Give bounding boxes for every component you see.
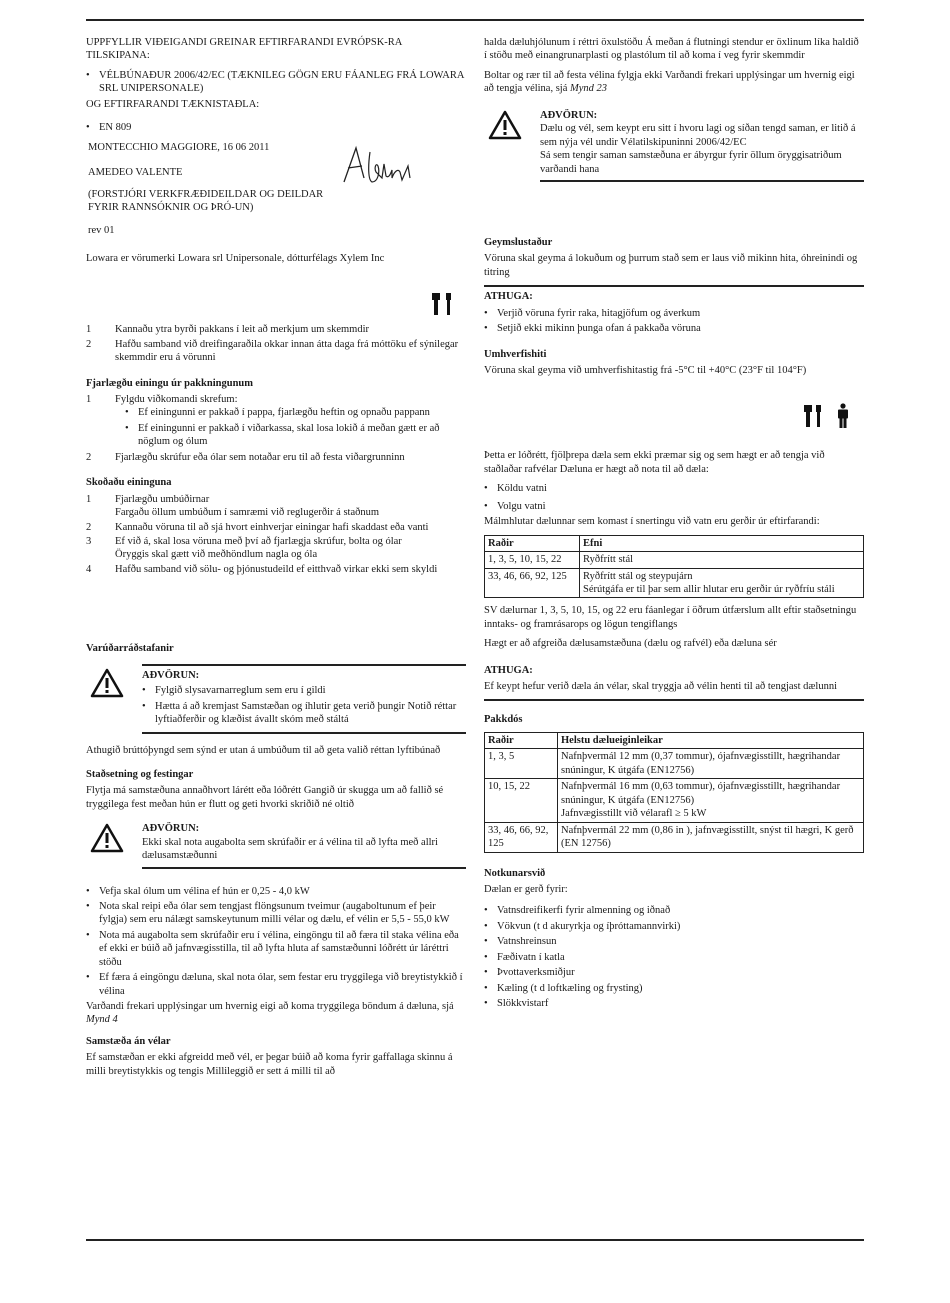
note-box — [484, 285, 864, 335]
standards-list — [86, 121, 466, 134]
list-item: • Slökkvistarf — [484, 997, 864, 1010]
unpack-sublist — [125, 406, 466, 448]
list-item: • Nota má augabolta sem skrúfaðir eru í vélina, eingöngu til að færa til staka vélina eða ef ekki er búið að jafnvægisstilla, til að lyfta hluta af samstæðunni lóðrétt úr láréttri stöðu — [86, 929, 466, 969]
applications-title: Notkunarsvið — [484, 867, 546, 879]
right-column — [484, 36, 864, 1016]
no-motor-text: Ef samstæðan er ekki afgreidd með vél, er þegar búið að koma fyrir gaffallaga skinnu á milli breytistykkis og tengis Millileggið er sett á milli til að — [86, 1052, 453, 1077]
step-item: 1 Kannaðu ytra byrði pakkans í leit að merkjum um skemmdir — [86, 324, 369, 336]
table-cell: 10, 15, 22 — [485, 779, 558, 822]
note-title: ATHUGA: — [484, 291, 533, 303]
warning-box — [484, 106, 864, 182]
tools-icon — [804, 403, 824, 429]
tools-person-icon-row — [484, 383, 864, 443]
warning-triangle-icon — [90, 668, 124, 698]
table-header: Efni — [580, 535, 864, 551]
list-item: • Hætta á að kremjast Samstæðan og íhlutir geta verið þungir Notið réttar lyftiaðferðir og klæðist ávallt skóm með stáltá — [142, 700, 466, 727]
place-date: MONTECCHIO MAGGIORE, 16 06 2011 — [88, 141, 270, 153]
list-item: • Setjið ekki mikinn þunga ofan á pakkaða vöruna — [484, 322, 864, 335]
warning-list — [142, 684, 466, 726]
table-cell: 33, 46, 66, 92, 125 — [485, 822, 558, 852]
warning-triangle-icon — [488, 110, 522, 140]
tools-icon — [432, 291, 454, 317]
figure-reference: Mynd 23 — [570, 83, 608, 95]
signer-title: (FORSTJÓRI VERKFRÆÐIDEILDAR OG DEILDAR FYRIR RANNSÓKNIR OG ÞRÓ-UN) — [88, 188, 324, 213]
table-row — [485, 749, 864, 779]
table-cell: Ryðfrítt stál — [580, 552, 864, 568]
standard-item: • EN 809 — [86, 121, 466, 134]
left-column — [86, 36, 466, 1084]
table-header-row — [485, 733, 864, 749]
table-header: Raðir — [485, 733, 558, 749]
trademark-note: Lowara er vörumerki Lowara srl Unipersonale, dótturfélags Xylem Inc — [86, 252, 385, 264]
figure-reference: Mynd 4 — [86, 1014, 118, 1026]
revision: rev 01 — [88, 225, 115, 237]
storage-text: Vöruna skal geyma á lokuðum og þurrum stað sem er laus við mikinn hita, óhreinindi og titring — [484, 253, 858, 278]
table-header: Helstu dælueiginleikar — [558, 733, 864, 749]
list-item: • Nota skal reipi eða ólar sem tengjast flöngsunum tveimur (augaboltunum ef þeir fylgja) sem eru nálægt samskeytunum milli vélar og dælu, ef vélin er 5,5 - 55,0 kW — [86, 900, 466, 927]
list-item: • Verjið vöruna fyrir raka, hitagjöfum og áverkum — [484, 307, 864, 320]
table-cell: Nafnþvermál 16 mm (0,63 tommur), ójafnvægisstillt, hægrihandar snúningur, K útgáfa (EN12756) Jafnvægisstillt við vélarafl ≥ 5 kW — [558, 779, 864, 822]
table-cell: Ryðfrítt stál og steypujárn Sérútgáfa er til þar sem allir hlutar eru gerðir úr ryðfríu stáli — [580, 568, 864, 598]
gross-weight-text: Athugið brúttóþyngd sem sýnd er utan á umbúðum til að geta valið réttan lyftibúnað — [86, 745, 441, 757]
applications-intro: Dælan er gerð fyrir: — [484, 883, 568, 895]
note-title: ATHUGA: — [484, 664, 533, 676]
ambient-text: Vöruna skal geyma við umhverfishitastig frá -5°C til +40°C (23°F til 104°F) — [484, 365, 807, 376]
list-item: • Fylgið slysavarnarreglum sem eru í gildi — [142, 684, 466, 697]
signer-name: AMEDEO VALENTE — [88, 167, 183, 179]
table-header: Raðir — [485, 535, 580, 551]
position-title: Staðsetning og festingar — [86, 768, 194, 780]
list-item: • Þvottaverksmiðjur — [484, 966, 864, 979]
storage-title: Geymslustaður — [484, 236, 553, 248]
step-item: 4 Hafðu samband við sölu- og þjónustudeild ef eitthvað virkar ekki sem skyldi — [86, 563, 438, 575]
seal-table — [484, 732, 864, 853]
step-item: 3 Ef við á, skal losa vöruna með því að fjarlægja skrúfur, bolta og ólar Öryggis skal gætt við meðhöndlum nagla og óla — [86, 535, 402, 561]
list-item: • Vatnsdreifikerfi fyrir almenning og iðnað — [484, 904, 864, 917]
list-item: • Kæling (t d loftkæling og frysting) — [484, 982, 864, 995]
warning-text: Ekki skal nota augabolta sem skrúfaðir er á vélina til að lyfta með allri dælusamstæðunni — [142, 836, 438, 862]
list-item: • Ef einingunni er pakkað í pappa, fjarlægðu heftin og opnaðu pappann — [125, 406, 466, 419]
table-row — [485, 779, 864, 822]
note-box — [484, 661, 864, 701]
table-row — [485, 552, 864, 568]
table-cell: 1, 3, 5 — [485, 749, 558, 779]
lifting-list — [86, 885, 466, 999]
list-item: • Ef einingunni er pakkað í viðarkassa, skal losa lokið á meðan gætt er að nöglum og ólum — [125, 422, 466, 449]
list-item: • Vefja skal ólum um vélina ef hún er 0,25 - 4,0 kW — [86, 885, 466, 898]
list-item: • Ef færa á eingöngu dæluna, skal nota ólar, sem festar eru tryggilega við breytistykkið í vélina — [86, 971, 466, 998]
unpack-list — [86, 393, 466, 464]
step-item: 2 Fjarlægðu skrúfur eða ólar sem notaðar eru til að festa viðargrunninn — [86, 451, 405, 463]
list-item: • Volgu vatni — [484, 500, 864, 513]
table-cell: 1, 3, 5, 10, 15, 22 — [485, 552, 580, 568]
step-item: 1 Fylgdu viðkomandi skrefum: • Ef einingunni er pakkað í pappa, fjarlægðu heftin og opnaðu pappann • Ef einingunni er pakkað í viðarkassa, skal losa lokið á meðan gætt er að nöglum og ólum — [86, 393, 466, 449]
metal-parts-text: Málmhlutar dælunnar sem komast í snertingu við vatn eru gerðir úr eftirfarandi: — [484, 516, 820, 528]
materials-table — [484, 535, 864, 599]
declaration-list — [86, 69, 466, 96]
declaration-heading: UPPFYLLIR VIÐEIGANDI GREINAR EFTIRFARANDI EVRÓPSK-RA TILSKIPANA: — [86, 37, 402, 62]
top-rule — [86, 19, 864, 21]
table-cell: Nafnþvermál 22 mm (0,86 in ), jafnvægisstillt, snýst til hægri, K gerð (EN 12756) — [558, 822, 864, 852]
table-row — [485, 568, 864, 598]
warning-title: AÐVÖRUN: — [142, 669, 200, 681]
precautions-title: Varúðarráðstafanir — [86, 643, 174, 655]
sv-text: SV dælurnar 1, 3, 5, 10, 15, og 22 eru fáanlegar í öðrum útfærslum allt eftir staðsetningu inntaks- og framrásarops og lögun tengiflangs — [484, 605, 857, 630]
table-row — [485, 822, 864, 852]
continued-text: halda dæluhjólunum í réttri öxulstöðu Á meðan á flutningi stendur er öxlinum líka haldið í stöðu með einangrunarplasti og plastólum til að koma í veg fyrir skemmdir — [484, 37, 859, 62]
ambient-title: Umhverfishiti — [484, 348, 547, 360]
note-list — [484, 307, 864, 336]
inspect-list — [86, 493, 466, 577]
table-header-row — [485, 535, 864, 551]
warning-triangle-icon — [90, 823, 124, 853]
list-item: • Vökvun (t d akuryrkja og íþróttamannvirki) — [484, 920, 864, 933]
warning-box — [86, 819, 466, 868]
liquids-list — [484, 482, 864, 513]
signature-icon — [338, 142, 418, 192]
table-cell: Nafnþvermál 12 mm (0,37 tommur), ójafnvægisstillt, hægrihandar snúningur, K útgáfa (EN12756) — [558, 749, 864, 779]
delivery-text: Hægt er að afgreiða dælusamstæðuna (dælu og rafvél) eða dæluna sér — [484, 638, 777, 650]
lifting-more-text: Varðandi frekari upplýsingar um hvernig eigi að koma tryggilega böndum á dæluna, sjá Mynd 4 — [86, 1001, 454, 1026]
warning-text: Sá sem tengir saman samstæðuna er ábyrgur fyrir öllum öryggisatriðum varðandi hana — [540, 150, 842, 175]
list-item: • Vatnshreinsun — [484, 935, 864, 948]
list-item: • Fæðivatn í katla — [484, 951, 864, 964]
initial-steps-list — [86, 323, 466, 364]
person-icon — [836, 403, 850, 429]
bolts-text: Boltar og rær til að festa vélina fylgja ekki Varðandi frekari upplýsingar um hvernig eigi að tengja vélina, sjá Mynd 23 — [484, 69, 855, 95]
bottom-rule — [86, 1239, 864, 1241]
warning-title: AÐVÖRUN: — [142, 823, 200, 835]
table-cell: 33, 46, 66, 92, 125 — [485, 568, 580, 598]
note-text: Ef keypt hefur verið dæla án vélar, skal tryggja að vélin henti til að tengjast dælunni — [484, 681, 837, 693]
declaration-and: OG EFTIRFARANDI TÆKNISTAÐLA: — [86, 98, 260, 110]
position-text: Flytja má samstæðuna annaðhvort lárétt eða lóðrétt Gangið úr skugga um að fallið sé tryggilega fest meðan hún er flutt og geti hvorki skriðið né oltið — [86, 785, 444, 810]
no-motor-title: Samstæða án vélar — [86, 1035, 171, 1047]
step-item: 1 Fjarlægðu umbúðirnar Fargaðu öllum umbúðum í samræmi við reglugerðir á staðnum — [86, 493, 380, 519]
warning-text: Dælu og vél, sem keypt eru sitt í hvoru lagi og síðan tengd saman, er litið á sem nýja vél undir Vélatilskipuninni 2006/42/EC — [540, 123, 856, 148]
step-item: 2 Kannaðu vöruna til að sjá hvort einhverjar einingar hafi skaddast eða vanti — [86, 521, 429, 533]
applications-list — [484, 904, 864, 1010]
unpack-title: Fjarlægðu einingu úr pakkningunum — [86, 377, 253, 389]
warning-title: AÐVÖRUN: — [540, 109, 598, 121]
step-item: 2 Hafðu samband við dreifingaraðila okkar innan átta daga frá móttöku ef sýnilegar skemmdir eru á vörunni — [86, 338, 459, 364]
warning-box — [86, 664, 466, 735]
list-item: • Köldu vatni — [484, 482, 864, 495]
declaration-item: • VÉLBÚNAÐUR 2006/42/EC (TÆKNILEG GÖGN ERU FÁANLEG FRÁ LOWARA SRL UNIPERSONALE) — [86, 69, 466, 96]
seal-title: Pakkdós — [484, 713, 523, 725]
inspect-title: Skoðaðu eininguna — [86, 477, 172, 489]
description-text: Þetta er lóðrétt, fjölþrepa dæla sem ekki præmar sig og sem hægt er að tengja við staðlaðar rafvélar Dæluna er hægt að nota til að dæla: — [484, 450, 825, 475]
